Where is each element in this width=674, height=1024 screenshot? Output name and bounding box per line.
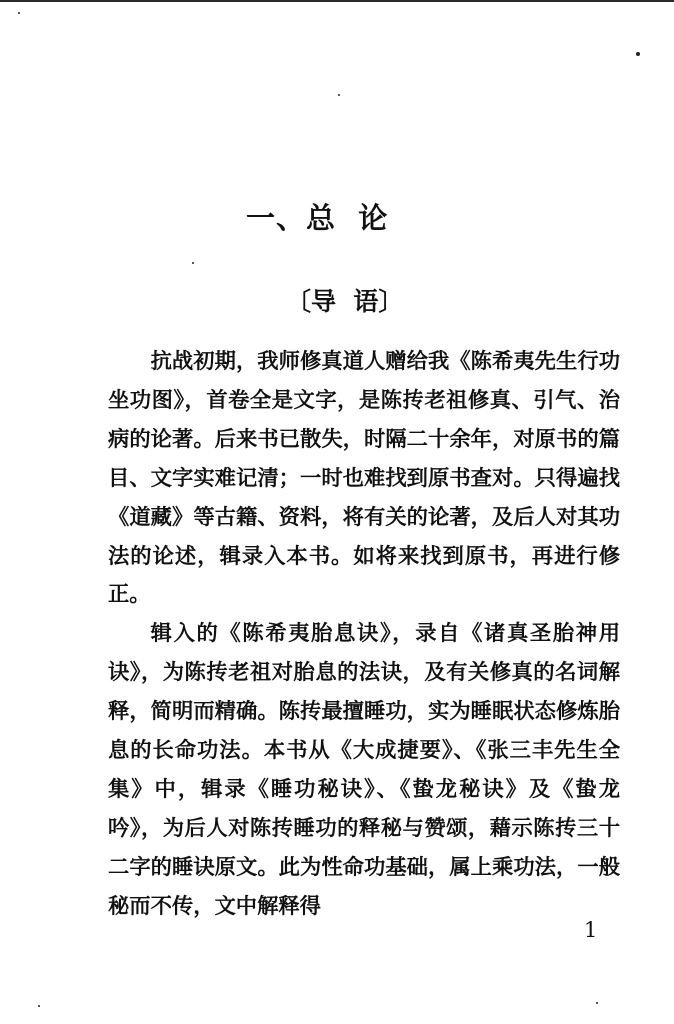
section-heading: 〔导 语〕 bbox=[286, 287, 404, 316]
body-text bbox=[108, 343, 620, 927]
paragraph-1: 抗战初期，我师修真道人赠给我《陈希夷先生行功坐功图》，首卷全是文字，是陈抟老祖修真、引气、治病的论著。后来书已散失，时隔二十余年，对原书的篇目、文字实难记清；一时也难找到原书查对。只得遍找《道藏》等古籍、资料，将有关的论著，及后人对其功法的论述，辑录入本书。如将来找到原书，再进行修正。 bbox=[108, 349, 620, 608]
scan-speck bbox=[338, 94, 340, 96]
scan-speck bbox=[38, 1005, 40, 1007]
page-number: 1 bbox=[584, 918, 598, 942]
scan-speck bbox=[596, 1002, 598, 1004]
scan-speck bbox=[18, 12, 20, 14]
scan-speck bbox=[192, 262, 194, 264]
scan-speck bbox=[636, 52, 640, 56]
chapter-title: 一、总 论 bbox=[246, 201, 389, 235]
paragraph-2: 辑入的《陈希夷胎息诀》，录自《诸真圣胎神用诀》，为陈抟老祖对胎息的法诀，及有关修真的名词解释，简明而精确。陈抟最擅睡功，实为睡眠状态修炼胎息的长命功法。本书从《大成捷要》、《张三丰先生全集》中，辑录《睡功秘诀》、《蛰龙秘诀》及《蛰龙吟》，为后人对陈抟睡功的释秘与赞颂，藉示陈抟三十二字的睡诀原文。此为性命功基础，属上乘功法，一般秘而不传，文中解释得 bbox=[108, 621, 620, 919]
top-edge-rule bbox=[0, 0, 674, 2]
